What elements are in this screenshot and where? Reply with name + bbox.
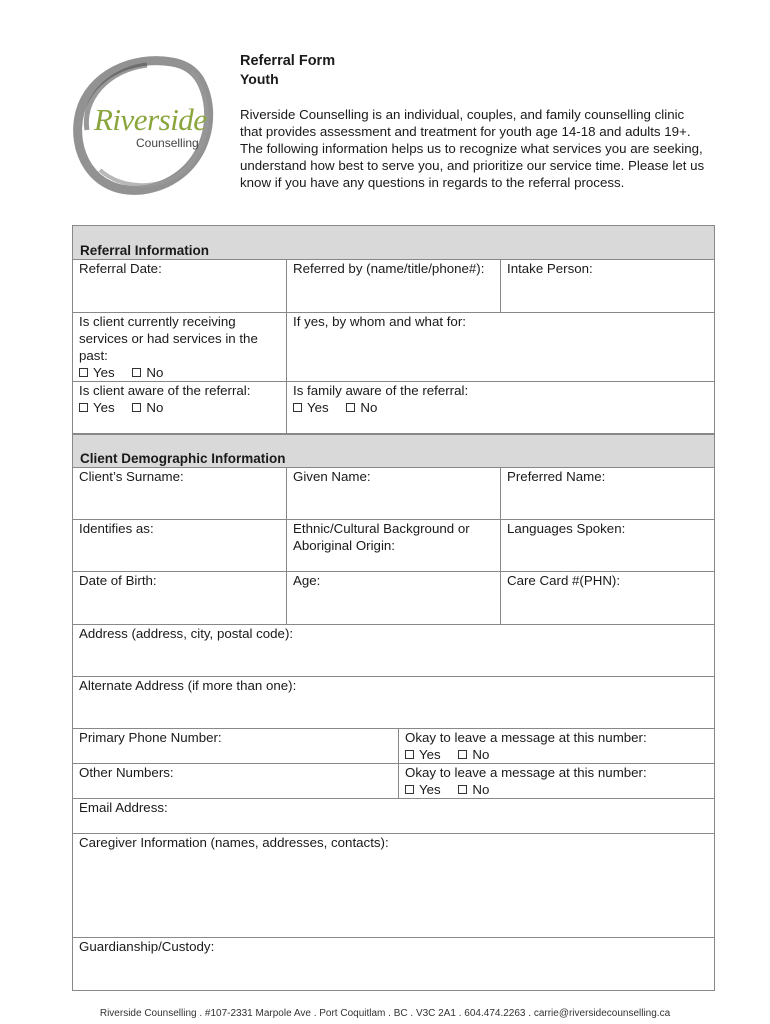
referral-section-header: [73, 226, 714, 260]
email-row: [73, 799, 714, 834]
demographic-row-3: [73, 572, 714, 625]
guardianship-row: [73, 938, 714, 990]
referral-row-1: [73, 260, 714, 313]
no-label: No: [472, 747, 490, 762]
referral-row-2: [73, 313, 714, 382]
address-field[interactable]: [73, 625, 714, 676]
caregiver-row: [73, 834, 714, 938]
page-subtitle: Youth: [240, 71, 279, 87]
primary-message-yes-checkbox[interactable]: [405, 750, 414, 759]
receiving-services-field: [73, 313, 287, 381]
intro-paragraph: Riverside Counselling is an individual, couples, and family counselling clinic that provides assessment and treatment for youth age 14-18 and adults 19+. The following information helps us to recognize what services you are seeking, understand how best to serve you, and prioritize our service time. Please let us know if you have any questions in regards to the referral process.: [240, 107, 705, 190]
caregiver-label: Caregiver Information (names, addresses, contacts):: [79, 835, 389, 850]
form-header: [240, 52, 710, 191]
primary-phone-row: [73, 729, 714, 764]
other-message-no-checkbox[interactable]: [458, 785, 467, 794]
referred-by-label: Referred by (name/title/phone#):: [293, 261, 485, 276]
demographic-row-2: [73, 520, 714, 572]
dob-field[interactable]: [73, 572, 287, 624]
family-aware-yes-checkbox[interactable]: [293, 403, 302, 412]
surname-field[interactable]: [73, 468, 287, 519]
referral-date-field[interactable]: [73, 260, 287, 312]
no-label: No: [472, 782, 490, 797]
client-aware-field: [73, 382, 287, 433]
languages-field[interactable]: [501, 520, 714, 571]
no-label: No: [146, 400, 164, 415]
address-label: Address (address, city, postal code):: [79, 626, 294, 641]
no-label: No: [360, 400, 378, 415]
if-yes-label: If yes, by whom and what for:: [293, 314, 466, 329]
address-row: [73, 625, 714, 677]
no-label: No: [146, 365, 164, 380]
other-message-yes-checkbox[interactable]: [405, 785, 414, 794]
other-numbers-row: [73, 764, 714, 799]
primary-message-no-checkbox[interactable]: [458, 750, 467, 759]
client-aware-label: Is client aware of the referral:: [79, 383, 251, 398]
dob-label: Date of Birth:: [79, 573, 157, 588]
guardianship-field[interactable]: [73, 938, 714, 990]
logo-wordmark: Riverside: [94, 102, 207, 137]
primary-phone-label: Primary Phone Number:: [79, 730, 222, 745]
if-yes-field[interactable]: [287, 313, 714, 381]
primary-phone-field[interactable]: [73, 729, 399, 763]
referred-by-field[interactable]: [287, 260, 501, 312]
referral-form: [72, 225, 715, 991]
referral-section-title: Referral Information: [80, 243, 210, 258]
yes-label: Yes: [307, 400, 329, 415]
receiving-yes-checkbox[interactable]: [79, 368, 88, 377]
family-aware-no-checkbox[interactable]: [346, 403, 355, 412]
client-aware-no-checkbox[interactable]: [132, 403, 141, 412]
ethnic-background-label: Ethnic/Cultural Background or Aboriginal Origin:: [293, 521, 470, 553]
page-title: Referral Form: [240, 53, 336, 69]
family-aware-label: Is family aware of the referral:: [293, 383, 469, 398]
preferred-name-label: Preferred Name:: [507, 469, 606, 484]
family-aware-field: [287, 382, 714, 433]
intake-person-field[interactable]: [501, 260, 714, 312]
age-field[interactable]: [287, 572, 501, 624]
caregiver-field[interactable]: [73, 834, 714, 937]
surname-label: Client’s Surname:: [79, 469, 184, 484]
other-message-label: Okay to leave a message at this number:: [405, 765, 647, 780]
email-label: Email Address:: [79, 800, 168, 815]
identifies-as-field[interactable]: [73, 520, 287, 571]
demographic-section-header: [73, 434, 714, 468]
age-label: Age:: [293, 573, 321, 588]
languages-label: Languages Spoken:: [507, 521, 626, 536]
yes-label: Yes: [419, 747, 441, 762]
yes-label: Yes: [93, 400, 115, 415]
given-name-label: Given Name:: [293, 469, 371, 484]
page-footer: Riverside Counselling . #107-2331 Marpole Ave . Port Coquitlam . BC . V3C 2A1 . 604.474.2263 . carrie@riversidecounselling.ca: [99, 1008, 671, 1019]
intake-person-label: Intake Person:: [507, 261, 593, 276]
primary-message-label: Okay to leave a message at this number:: [405, 730, 647, 745]
alt-address-row: [73, 677, 714, 729]
other-numbers-field[interactable]: [73, 764, 399, 798]
other-numbers-label: Other Numbers:: [79, 765, 174, 780]
demographic-section-title: Client Demographic Information: [80, 451, 286, 466]
email-field[interactable]: [73, 799, 714, 833]
yes-label: Yes: [93, 365, 115, 380]
care-card-label: Care Card #(PHN):: [507, 573, 621, 588]
preferred-name-field[interactable]: [501, 468, 714, 519]
referral-row-3: [73, 382, 714, 434]
identifies-as-label: Identifies as:: [79, 521, 154, 536]
guardianship-label: Guardianship/Custody:: [79, 939, 215, 954]
logo-subtitle: Counselling: [136, 136, 199, 150]
receiving-no-checkbox[interactable]: [132, 368, 141, 377]
alt-address-label: Alternate Address (if more than one):: [79, 678, 297, 693]
other-message-field: [399, 764, 714, 798]
care-card-field[interactable]: [501, 572, 714, 624]
alt-address-field[interactable]: [73, 677, 714, 728]
yes-label: Yes: [419, 782, 441, 797]
given-name-field[interactable]: [287, 468, 501, 519]
primary-message-field: [399, 729, 714, 763]
riverside-logo: [72, 50, 222, 200]
demographic-row-1: [73, 468, 714, 520]
client-aware-yes-checkbox[interactable]: [79, 403, 88, 412]
receiving-services-label: Is client currently receiving services or had services in the past:: [79, 314, 258, 363]
referral-date-label: Referral Date:: [79, 261, 162, 276]
ethnic-background-field[interactable]: [287, 520, 501, 571]
